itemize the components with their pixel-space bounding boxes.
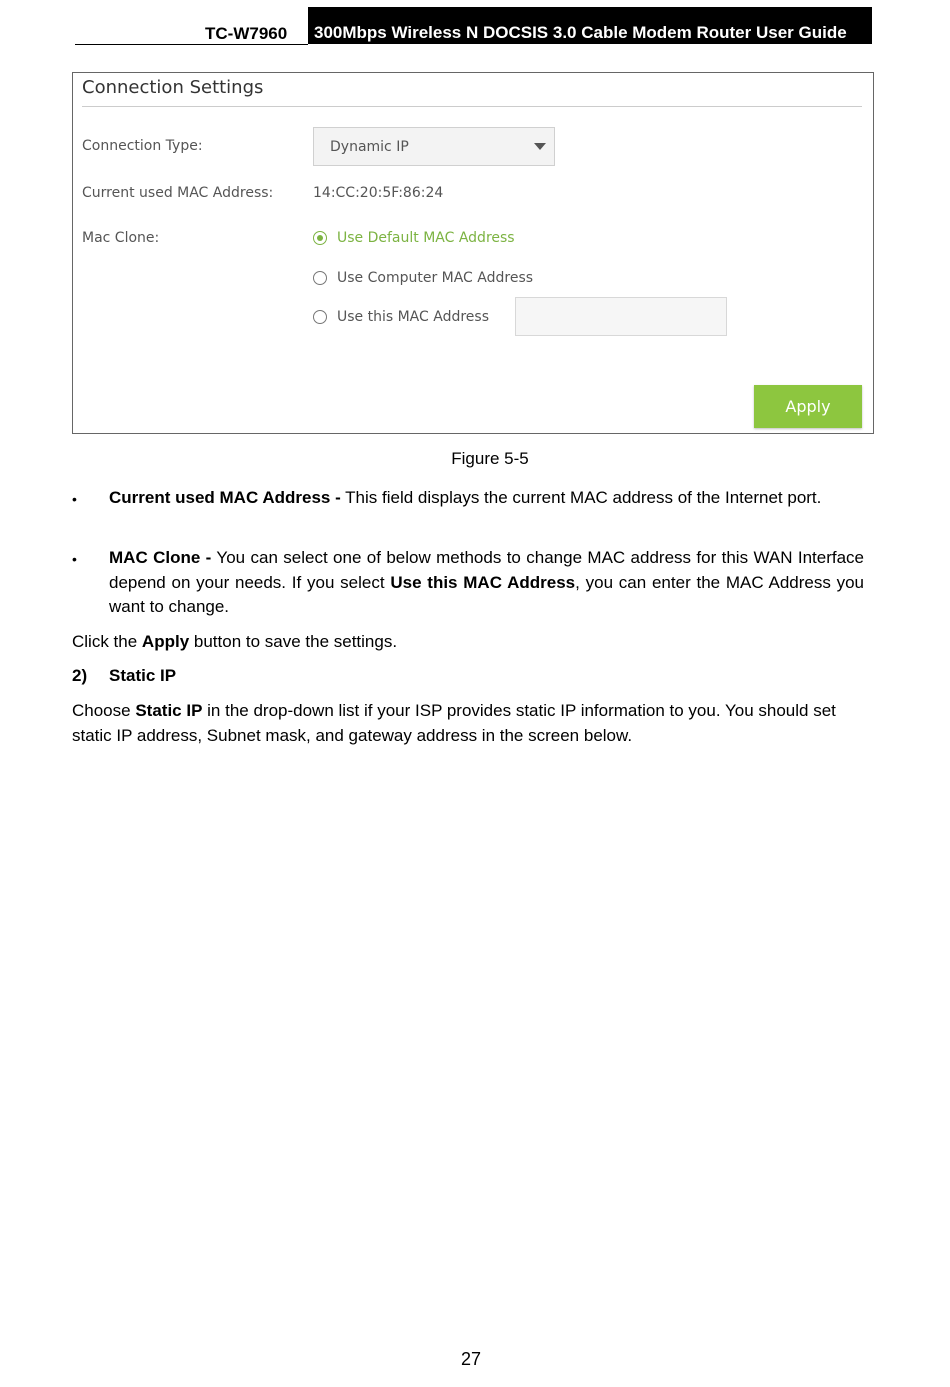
bullet-text: This field displays the current MAC address of the Internet port. <box>340 488 822 507</box>
connection-type-select[interactable] <box>313 127 555 166</box>
instruction-bold: Apply <box>141 632 190 651</box>
apply-instruction <box>72 630 872 655</box>
mac-address-value: 14:CC:20:5F:86:24 <box>313 185 444 201</box>
panel-title: Connection Settings <box>82 77 264 98</box>
chevron-down-icon <box>534 143 546 150</box>
bullet-mac-clone <box>109 546 864 620</box>
bullet-text-end: , you can enter the MAC Address you want to change. <box>109 572 865 616</box>
option-default-mac-label[interactable]: Use Default MAC Address <box>337 230 515 246</box>
paragraph-text: Choose <box>72 701 136 720</box>
option-custom-mac-label[interactable]: Use this MAC Address <box>337 309 489 325</box>
bullet-bold-option: Use this MAC Address <box>390 572 576 592</box>
document-guide-title: 300Mbps Wireless N DOCSIS 3.0 Cable Modem Router User Guide <box>308 7 872 44</box>
option-computer-mac-label[interactable]: Use Computer MAC Address <box>337 270 534 286</box>
radio-default-mac[interactable] <box>313 231 327 245</box>
connection-settings-panel <box>72 72 874 434</box>
bullet-mac-address <box>109 486 864 511</box>
bullet-term: Current used MAC Address - <box>109 488 341 507</box>
radio-computer-mac[interactable] <box>313 271 327 285</box>
instruction-text: Click the <box>72 632 142 651</box>
apply-button[interactable]: Apply <box>754 385 862 428</box>
connection-type-label: Connection Type: <box>82 138 203 154</box>
page-number: 27 <box>460 1349 482 1369</box>
bullet-text: You can select one of below methods to change MAC address for this WAN Interface depend on your needs. If you select <box>109 548 865 592</box>
mac-address-label: Current used MAC Address: <box>82 185 274 201</box>
bullet-marker: • <box>72 551 77 567</box>
figure-caption: Figure 5-5 <box>451 449 529 468</box>
paragraph-bold: Static IP <box>135 701 203 720</box>
section-number: 2) <box>72 666 88 685</box>
custom-mac-input[interactable] <box>515 297 727 336</box>
bullet-term: MAC Clone - <box>109 548 212 567</box>
instruction-text-end: button to save the settings. <box>189 632 398 651</box>
static-ip-paragraph <box>72 699 872 748</box>
panel-divider <box>82 106 862 107</box>
mac-clone-label: Mac Clone: <box>82 230 160 246</box>
bullet-marker: • <box>72 491 77 507</box>
connection-type-value: Dynamic IP <box>330 139 409 155</box>
radio-custom-mac[interactable] <box>313 310 327 324</box>
header-rule <box>75 44 308 45</box>
document-model-name: TC-W7960 <box>205 24 288 43</box>
section-title: Static IP <box>109 666 177 685</box>
paragraph-text-end: in the drop-down list if your ISP provides static IP information to you. You should set static IP address, Subnet mask, and gateway address in the screen below. <box>72 701 836 745</box>
